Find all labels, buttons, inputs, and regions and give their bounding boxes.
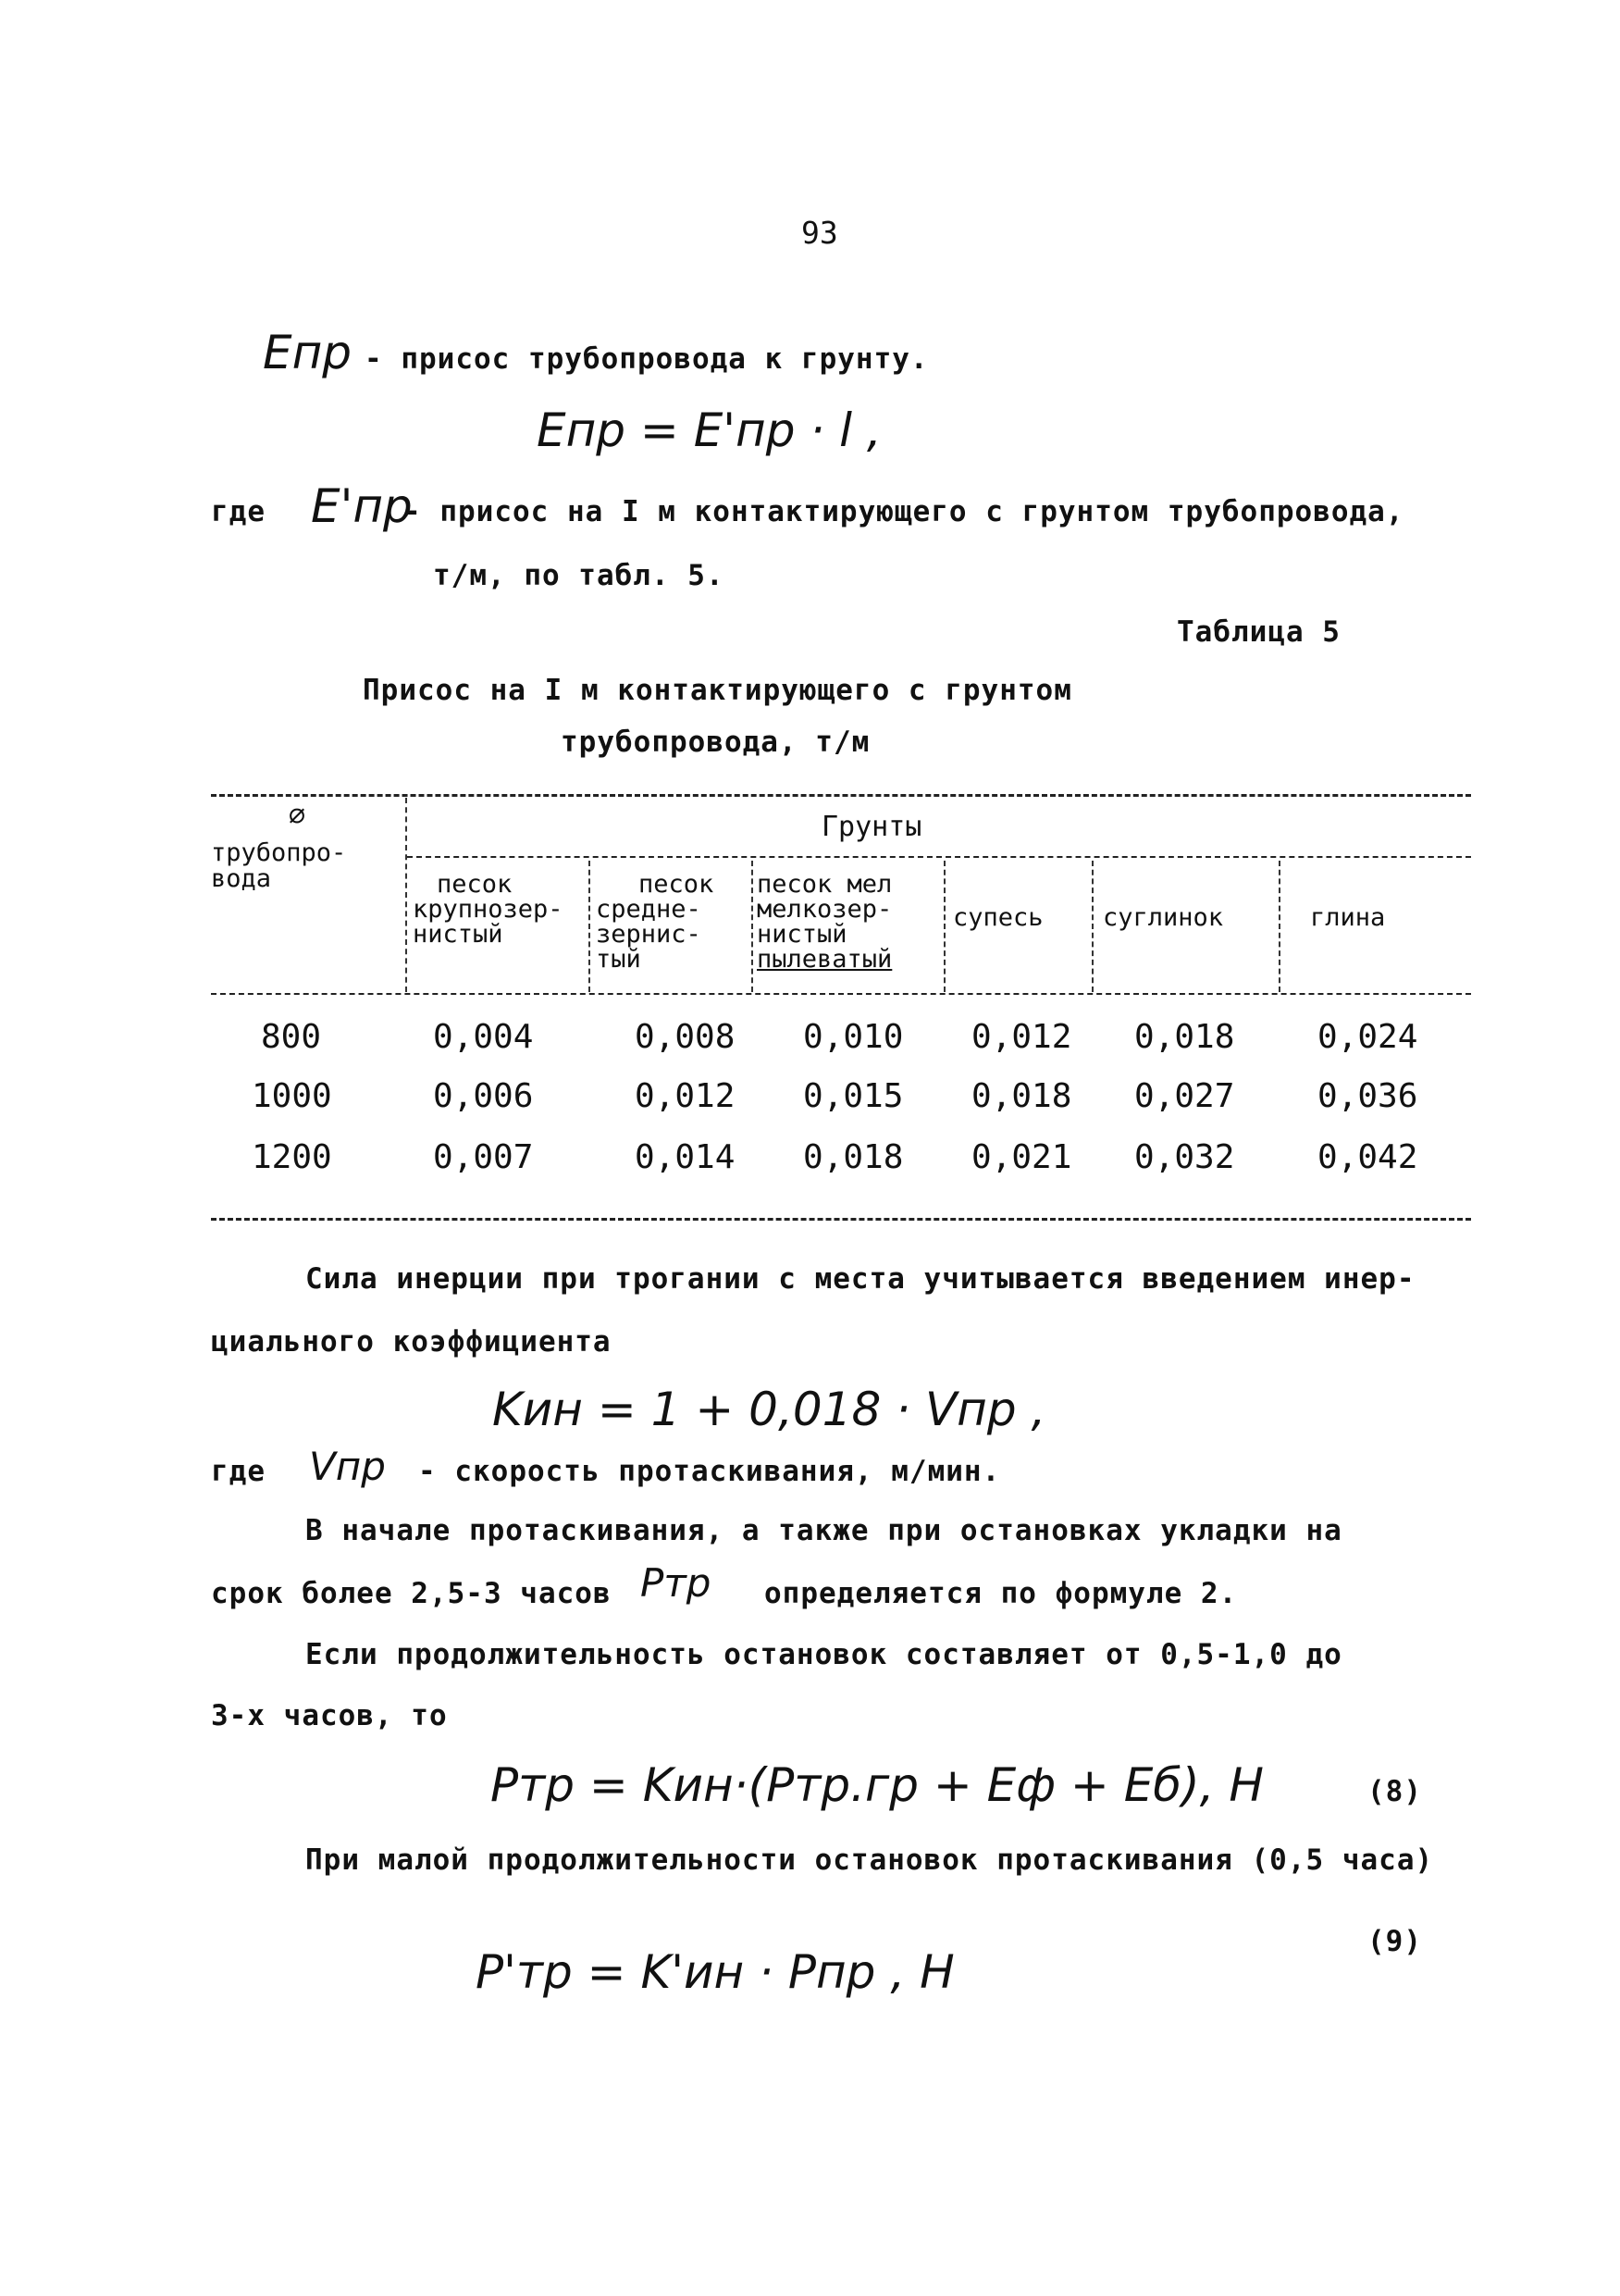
definition-speed: - скорость протаскивания, м/мин. xyxy=(418,1455,1001,1488)
cell-value: 0,006 xyxy=(433,1077,534,1115)
paragraph-inertia-line1: Сила инерции при трогании с места учитывается введением инер- xyxy=(305,1262,1416,1296)
table-label: Таблица 5 xyxy=(1177,615,1341,649)
paragraph-inertia-line2: циального коэффициента xyxy=(211,1325,612,1359)
col-header-clay: глина xyxy=(1310,903,1386,932)
formula-pulling-force: Pтр = Kин·(Pтр.гр + Eф + Eб), Н xyxy=(490,1758,1265,1812)
where-label: где xyxy=(211,1455,266,1488)
cell-value: 0,004 xyxy=(433,1018,534,1056)
cell-value: 0,018 xyxy=(803,1138,904,1176)
formula-short-stop-force: P'тр = K'ин · Pпр , Н xyxy=(476,1945,955,1999)
definition-suction: - присос трубопровода к грунту. xyxy=(365,342,929,376)
formula-inertia-coefficient: Kин = 1 + 0,018 · Vпр , xyxy=(492,1383,1046,1436)
paragraph-stops-line2: 3-х часов, то xyxy=(211,1699,448,1732)
cell-value: 0,018 xyxy=(971,1077,1072,1115)
cell-value: 0,032 xyxy=(1134,1138,1235,1176)
page-number: 93 xyxy=(801,215,838,251)
col-separator xyxy=(944,861,946,992)
cell-value: 0,036 xyxy=(1317,1077,1418,1115)
col-header-fine-sand: песок мел мелкозер- нистый пылеватый xyxy=(757,870,893,974)
paragraph-short-stops: При малой продолжительности остановок протаскивания (0,5 часа) xyxy=(305,1843,1434,1877)
col-header-medium-sand: песок средне- зернис- тый xyxy=(596,870,714,974)
paragraph-start-line2: срок более 2,5-3 часов xyxy=(211,1577,612,1610)
diameter-header-line2: вода xyxy=(211,864,272,893)
col-header-sandy-loam: супесь xyxy=(953,903,1044,932)
col-separator xyxy=(1279,861,1280,992)
col-separator xyxy=(751,861,753,992)
col-header-coarse-sand: песок крупнозер- нистый xyxy=(413,870,563,949)
col-separator xyxy=(1092,861,1094,992)
soils-group-header: Грунты xyxy=(822,811,922,843)
paragraph-start-line1: В начале протаскивания, а также при остановках укладки на xyxy=(305,1514,1342,1547)
cell-value: 0,018 xyxy=(1134,1018,1235,1056)
diameter-symbol: ∅ xyxy=(289,800,306,832)
diameter-header-line1: трубопро- xyxy=(211,838,347,867)
cell-value: 0,008 xyxy=(635,1018,736,1056)
cell-value: 0,014 xyxy=(635,1138,736,1176)
paragraph-stops-line1: Если продолжительность остановок составляет от 0,5-1,0 до xyxy=(305,1638,1342,1671)
formula-suction: Eпр = E'пр · l , xyxy=(537,403,882,457)
col-separator xyxy=(588,861,590,992)
where-label: где xyxy=(211,495,266,528)
cell-value: 0,012 xyxy=(635,1077,736,1115)
cell-diameter: 1000 xyxy=(252,1077,332,1115)
table-row xyxy=(211,1018,1471,1059)
symbol-e-pr-prime: E'пр xyxy=(311,479,413,533)
symbol-v-pr: Vпр xyxy=(309,1444,386,1489)
table-row xyxy=(211,1077,1471,1118)
symbol-p-tr: Pтр xyxy=(640,1560,711,1606)
cell-value: 0,042 xyxy=(1317,1138,1418,1176)
table-row xyxy=(211,1138,1471,1179)
cell-value: 0,007 xyxy=(433,1138,534,1176)
cell-value: 0,027 xyxy=(1134,1077,1235,1115)
formula-9-number: (9) xyxy=(1367,1925,1422,1958)
cell-diameter: 800 xyxy=(261,1018,322,1056)
formula-8-number: (8) xyxy=(1367,1775,1422,1808)
definition-suction-per-meter: - присос на I м контактирующего с грунтом трубопровода, xyxy=(403,495,1404,528)
header-bottom-rule xyxy=(211,993,1471,995)
cell-value: 0,010 xyxy=(803,1018,904,1056)
table-title-line2: трубопровода, т/м xyxy=(561,726,871,759)
cell-diameter: 1200 xyxy=(252,1138,332,1176)
cell-value: 0,015 xyxy=(803,1077,904,1115)
definition-suction-per-meter-cont: т/м, по табл. 5. xyxy=(433,559,724,592)
table-top-rule xyxy=(211,794,1471,797)
col-separator xyxy=(405,798,407,992)
cell-value: 0,024 xyxy=(1317,1018,1418,1056)
table-title-line1: Присос на I м контактирующего с грунтом xyxy=(363,674,1072,707)
cell-value: 0,012 xyxy=(971,1018,1072,1056)
symbol-e-pr: Eпр xyxy=(263,326,352,379)
cell-value: 0,021 xyxy=(971,1138,1072,1176)
col-header-loam: суглинок xyxy=(1103,903,1224,932)
paragraph-start-line2-end: определяется по формуле 2. xyxy=(764,1577,1238,1610)
table-bottom-rule xyxy=(211,1218,1471,1221)
group-header-rule xyxy=(407,856,1471,858)
